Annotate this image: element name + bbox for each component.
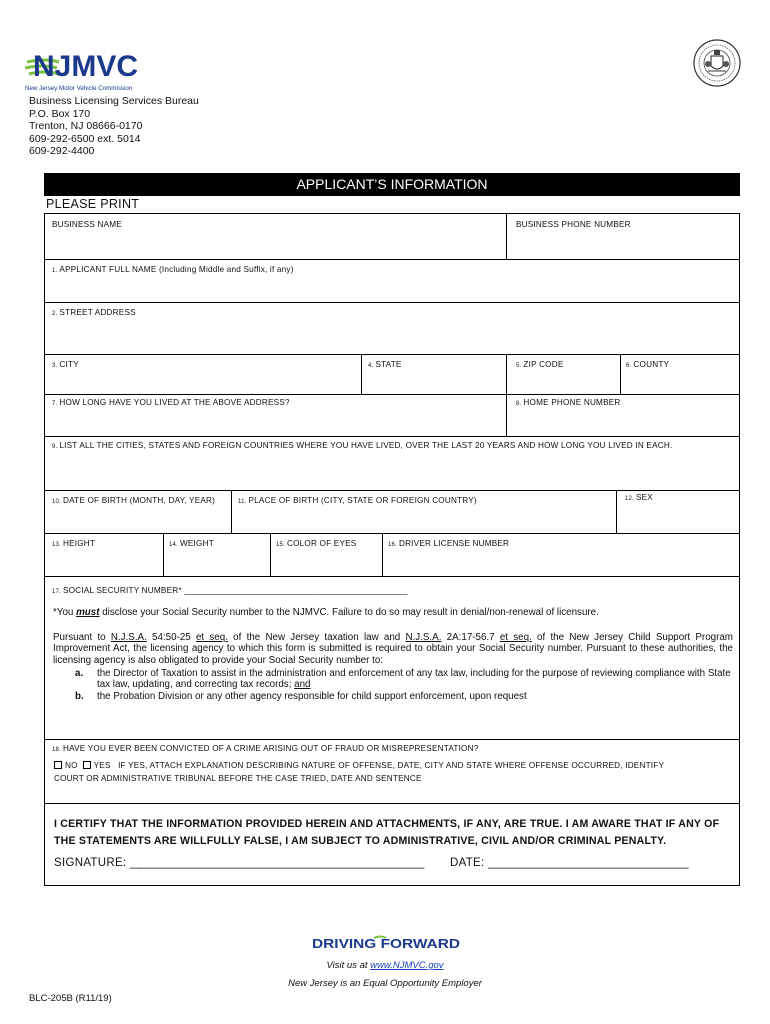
business-name-field[interactable] — [52, 220, 122, 229]
row-divider — [45, 576, 739, 577]
col-divider — [270, 533, 271, 576]
mailing-address — [29, 95, 199, 158]
weight-field[interactable] — [169, 539, 214, 548]
state-seal-icon — [692, 38, 742, 88]
row-divider — [45, 259, 739, 260]
field-number: 6. — [626, 363, 632, 369]
pursuant-paragraph: Pursuant to N.J.S.A. 54:50-25 et seq. of the New Jersey taxation law and N.J.S.A. 2A:17-56.7 et seq. of the New Jersey Child Support Program Improvement Act, the licensing agency to which this form is submitted is required to obtain your Social Security number. Pursuant to these authorities, the licensing agency is also obligated to provide your Social Security number to: — [53, 632, 733, 666]
applicant-name-label: APPLICANT FULL NAME (Including Middle and Suffix, if any) — [59, 265, 294, 274]
conviction-question — [52, 744, 478, 753]
field-number: 14. — [169, 542, 178, 548]
address-line: 609-292-4400 — [29, 145, 95, 158]
applicant-name-field[interactable] — [52, 265, 294, 274]
eye-color-field[interactable] — [276, 539, 356, 548]
row-divider — [45, 803, 739, 804]
weight-label: WEIGHT — [179, 539, 214, 548]
field-number: 8. — [516, 401, 522, 407]
row-divider — [45, 394, 739, 395]
address-line: Business Licensing Services Bureau — [29, 95, 199, 107]
logo-text: NJMVC — [33, 50, 139, 83]
field-number: 11. — [238, 499, 247, 505]
field-number: 12. — [625, 496, 634, 502]
field-number: 1. — [52, 268, 58, 274]
row-divider — [45, 354, 739, 355]
equal-opportunity-statement: New Jersey is an Equal Opportunity Employer — [288, 978, 482, 989]
field-number: 13. — [52, 542, 61, 548]
driving-forward-text: DRIVING FORWARD — [312, 936, 460, 951]
field-number: 5. — [516, 363, 522, 369]
driver-license-label: DRIVER LICENSE NUMBER — [398, 539, 510, 548]
form-number: BLC-205B (R11/19) — [29, 993, 112, 1004]
signature-field[interactable]: SIGNATURE: ____________________________________________ — [54, 857, 425, 869]
years-at-address-field[interactable] — [52, 398, 290, 407]
col-divider — [506, 394, 507, 436]
eye-color-label: COLOR OF EYES — [286, 539, 357, 548]
list-label-b: b. — [75, 691, 84, 702]
ssn-disclosure-note: *You must disclose your Social Security number to the NJMVC. Failure to do so may result in denial/non-renewal of licensure. — [53, 607, 599, 618]
date-of-birth-label: DATE OF BIRTH (MONTH, DAY, YEAR) — [62, 496, 216, 505]
field-number: 2. — [52, 311, 58, 317]
must-emphasis: must — [76, 607, 100, 618]
field-number: 10. — [52, 499, 61, 505]
place-of-birth-label: PLACE OF BIRTH (CITY, STATE OR FOREIGN COUNTRY) — [248, 496, 477, 505]
form-title: APPLICANT’S INFORMATION — [44, 173, 740, 196]
county-label: COUNTY — [633, 360, 670, 369]
list-item-a: the Director of Taxation to assist in the administration and enforcement of any tax law, including for the purpose of reviewing compliance with State tax law, updating, and correcting tax records; and — [97, 668, 731, 691]
street-address-label: STREET ADDRESS — [59, 308, 136, 317]
address-line: 609-292-6500 ext. 5014 — [29, 132, 141, 145]
zip-code-field[interactable] — [516, 360, 564, 369]
county-field[interactable] — [626, 360, 669, 369]
sex-label: SEX — [635, 493, 653, 502]
height-field[interactable] — [52, 539, 95, 548]
city-field[interactable] — [52, 360, 79, 369]
row-divider — [45, 533, 739, 534]
row-divider — [45, 302, 739, 303]
row-divider — [45, 436, 739, 437]
col-divider — [620, 354, 621, 394]
list-item-b: the Probation Division or any other agency responsible for child support enforcement, upon request — [97, 691, 527, 702]
conviction-instructions: IF YES, ATTACH EXPLANATION DESCRIBING NATURE OF OFFENSE, DATE, CITY AND STATE WHERE OFFENSE OCCURRED, IDENTIFY — [118, 761, 665, 770]
website-link[interactable]: www.NJMVC.gov — [370, 960, 444, 971]
list-label-a: a. — [75, 668, 84, 679]
field-number: 16. — [388, 542, 397, 548]
yes-label: YES — [93, 761, 111, 770]
col-divider — [506, 354, 507, 394]
field-number: 18. — [52, 747, 61, 753]
row-divider — [45, 490, 739, 491]
street-address-field[interactable] — [52, 308, 136, 317]
home-phone-label: HOME PHONE NUMBER — [523, 398, 621, 407]
ssn-field[interactable] — [52, 586, 408, 595]
field-number: 7. — [52, 401, 58, 407]
zip-code-label: ZIP CODE — [523, 360, 564, 369]
date-of-birth-field[interactable] — [52, 496, 215, 505]
col-divider — [616, 490, 617, 533]
col-divider — [163, 533, 164, 576]
no-checkbox[interactable] — [54, 761, 62, 769]
state-label: STATE — [375, 360, 402, 369]
website-line: Visit us at www.NJMVC.gov — [326, 960, 444, 971]
field-number: 9. — [52, 444, 58, 450]
field-number: 15. — [276, 542, 285, 548]
applicant-information-form — [44, 213, 740, 886]
njmvc-logo — [25, 40, 155, 96]
height-label: HEIGHT — [62, 539, 96, 548]
residence-history-field[interactable] — [52, 441, 672, 450]
field-number: 4. — [368, 363, 374, 369]
col-divider — [382, 533, 383, 576]
address-line: Trenton, NJ 08666-0170 — [29, 120, 143, 133]
no-label: NO — [65, 761, 78, 770]
city-label: CITY — [59, 360, 79, 369]
date-field[interactable]: DATE: ______________________________ — [450, 857, 689, 869]
col-divider — [231, 490, 232, 533]
row-divider — [45, 739, 739, 740]
please-print-instruction: PLEASE PRINT — [46, 197, 140, 211]
col-divider — [361, 354, 362, 394]
driver-license-field[interactable] — [388, 539, 509, 548]
state-field[interactable] — [368, 360, 402, 369]
ssn-label: SOCIAL SECURITY NUMBER* _______________________________________________ — [62, 586, 408, 595]
conviction-instructions-cont: COURT OR ADMINISTRATIVE TRIBUNAL BEFORE THE CASE TRIED, DATE AND SENTENCE — [54, 774, 422, 783]
yes-checkbox[interactable] — [83, 761, 91, 769]
certification-statement: I CERTIFY THAT THE INFORMATION PROVIDED HEREIN AND ATTACHMENTS, IF ANY, ARE TRUE. I AM AWARE THAT IF ANY OF THE STATEMENTS ARE WILLFULLY FALSE, I AM SUBJECT TO ADMINISTRATIVE, CIVIL AND/OR CRIMINAL PENALTY. — [54, 818, 720, 847]
place-of-birth-field[interactable] — [238, 496, 477, 505]
conviction-question-label: HAVE YOU EVER BEEN CONVICTED OF A CRIME ARISING OUT OF FRAUD OR MISREPRESENTATION? — [62, 744, 479, 753]
business-phone-label: BUSINESS PHONE NUMBER — [516, 220, 631, 229]
sex-field[interactable] — [625, 493, 653, 502]
col-divider — [506, 214, 507, 259]
business-name-label: BUSINESS NAME — [52, 220, 122, 229]
field-number: 17. — [52, 589, 61, 595]
conviction-options — [54, 761, 664, 770]
years-at-address-label: HOW LONG HAVE YOU LIVED AT THE ABOVE ADDRESS? — [59, 398, 290, 407]
residence-history-label: LIST ALL THE CITIES, STATES AND FOREIGN COUNTRIES WHERE YOU HAVE LIVED, OVER THE LAST 20 YEARS AND HOW LONG YOU LIVED IN EACH. — [59, 441, 673, 450]
home-phone-field[interactable] — [516, 398, 621, 407]
field-number: 3. — [52, 363, 58, 369]
logo-subtitle: New Jersey Motor Vehicle Commission — [25, 85, 133, 92]
driving-forward-logo — [312, 932, 460, 954]
address-line: P.O. Box 170 — [29, 107, 91, 120]
business-phone-field[interactable] — [516, 220, 631, 229]
